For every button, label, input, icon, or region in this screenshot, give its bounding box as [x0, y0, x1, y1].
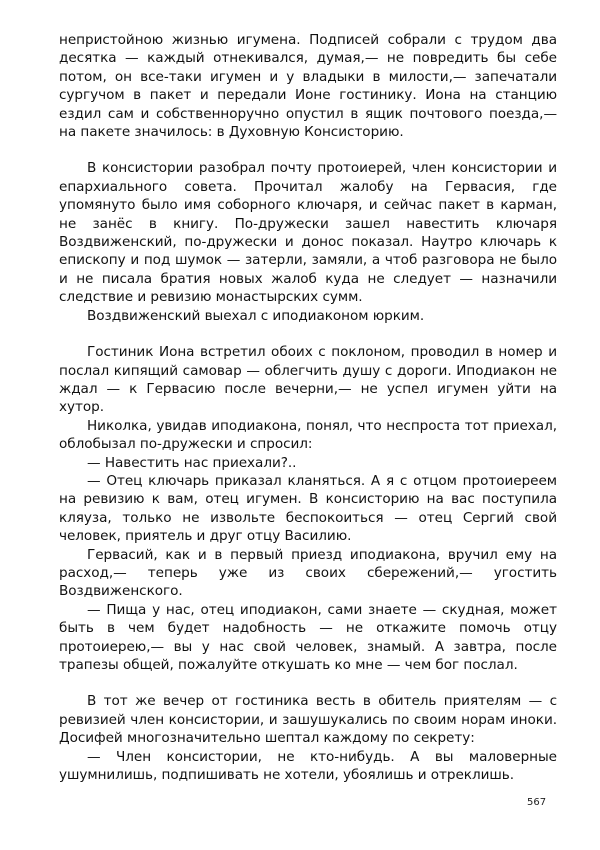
- paragraph-5: Николка, увидав иподиакона, понял, что неспроста тот приехал, облобызал по-дружески и спросил:: [59, 417, 557, 453]
- paragraph-9: — Пища у нас, отец иподиакон, сами знаете — скудная, может быть в чем будет надобность — не откажите помочь отцу протоиерею,— вы у нас свой человек, знамый. А завтра, после трапезы общей, пожалуйте откушать ко мне — чем бог послал.: [59, 601, 557, 673]
- paragraph-3: Воздвиженский выехал с иподиаконом юрким.: [87, 307, 425, 324]
- paragraph-11: — Член консистории, не кто-нибудь. А вы маловерные ушумнилишь, подпишивать не хотели, убоялишь и отреклишь.: [59, 748, 557, 784]
- paragraph-8: Гервасий, как и в первый приезд иподиакона, вручил ему на расход,— теперь уже из своих сбережений,— угостить Воздвиженского.: [59, 546, 557, 600]
- paragraph-1: непристойною жизнью игумена. Подписей собрали с трудом два десятка — каждый отнекивался, думая,— не повредить бы себе потом, он все-таки игумен и у владыки в милости,— запечатали сургучом в пакет и передали Ионе гостинику. Иона на станцию ездил сам и собственноручно опустил в ящик почтового поезда,— на пакете значилось: в Духовную Консисторию.: [59, 32, 557, 141]
- paragraph-10: В тот же вечер от гостиника весть в обитель приятелям — с ревизией член консистории, и зашушукались по своим норам иноки. Досифей многозначительно шептал каждому по секрету:: [59, 693, 557, 747]
- page-text-block: [59, 31, 557, 784]
- paragraph-6: — Навестить нас приехали?..: [87, 454, 297, 471]
- paragraph-2: В консистории разобрал почту протоиерей, член консистории и епархиального совета. Прочитал жалобу на Гервасия, где упомянуто было имя соборного ключаря, и сейчас пакет в карман, не занёс в книгу. По-дружески зашел навестить ключаря Воздвиженский, по-дружески и донос показал. Наутро ключарь к епископу и под шумок — затерли, замяли, а чтоб разговора не было и не писала братия новых жалоб куда не следует — назначили следствие и ревизию монастырских сумм.: [59, 160, 557, 306]
- page-number: 567: [527, 797, 547, 808]
- paragraph-4: Гостиник Иона встретил обоих с поклоном, проводил в номер и послал кипящий самовар — облегчить душу с дороги. Иподиакон не ждал — к Гервасию после вечерни,— не успел игумен уйти на хутор.: [59, 344, 557, 416]
- paragraph-7: — Отец ключарь приказал кланяться. А я с отцом протоиереем на ревизию к вам, отец игумен. В консисторию на вас поступила кляуза, только не извольте беспокоиться — отец Сергий свой человек, приятель и друг отцу Василию.: [59, 472, 557, 545]
